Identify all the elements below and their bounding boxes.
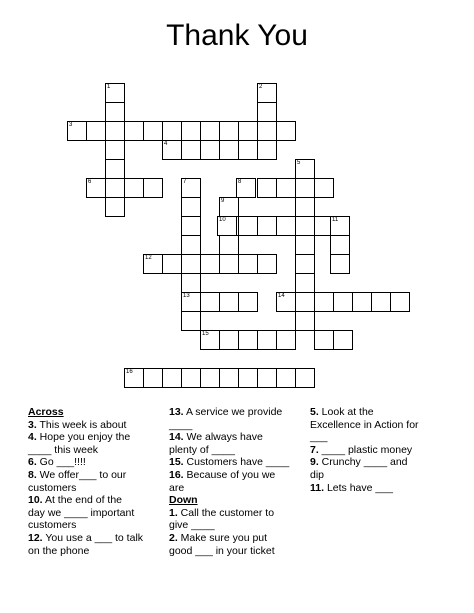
grid-cell[interactable]	[238, 292, 258, 312]
grid-cell[interactable]	[181, 254, 201, 274]
grid-cell[interactable]	[86, 121, 106, 141]
grid-cell[interactable]	[181, 235, 201, 255]
clue-number: 15	[202, 331, 209, 337]
grid-cell[interactable]	[238, 216, 258, 236]
clue-text: give ____	[169, 519, 215, 532]
clue-line	[169, 507, 307, 520]
clue-line	[169, 431, 307, 444]
grid-cell[interactable]	[124, 178, 144, 198]
grid-cell[interactable]	[105, 159, 125, 179]
grid-cell[interactable]	[105, 83, 125, 103]
clue-number-label: 2.	[169, 531, 178, 544]
grid-cell[interactable]	[276, 330, 296, 350]
clue-line	[28, 519, 163, 532]
clue-number-label: 9.	[310, 456, 319, 469]
clue-number-label: 4.	[28, 431, 37, 444]
clues-heading: Down	[169, 494, 198, 507]
grid-cell[interactable]	[200, 330, 220, 350]
grid-cell[interactable]	[257, 121, 277, 141]
grid-cell[interactable]	[200, 292, 220, 312]
clue-line	[28, 469, 163, 482]
grid-cell[interactable]	[200, 368, 220, 388]
clue-number-label: 6.	[28, 456, 37, 469]
grid-cell[interactable]	[371, 292, 391, 312]
clue-number-label: 8.	[28, 468, 37, 481]
clue-number: 2	[259, 84, 263, 90]
clue-text: Excellence in Action for	[310, 418, 419, 431]
grid-cell[interactable]	[143, 121, 163, 141]
grid-cell[interactable]	[295, 368, 315, 388]
clue-number: 7	[183, 179, 187, 185]
grid-cell[interactable]	[314, 292, 334, 312]
grid-cell[interactable]	[105, 121, 125, 141]
clue-number-label: 15.	[169, 456, 184, 469]
grid-cell[interactable]	[124, 121, 144, 141]
clues-column-1	[28, 406, 163, 557]
grid-cell[interactable]	[181, 178, 201, 198]
grid-cell[interactable]	[86, 178, 106, 198]
grid-cell[interactable]	[257, 368, 277, 388]
grid-cell[interactable]	[162, 368, 182, 388]
grid-cell[interactable]	[105, 140, 125, 160]
clue-line	[169, 456, 307, 469]
grid-cell[interactable]	[105, 102, 125, 122]
grid-cell[interactable]	[238, 121, 258, 141]
grid-cell[interactable]	[314, 178, 334, 198]
grid-cell[interactable]	[219, 140, 239, 160]
grid-cell[interactable]	[238, 140, 258, 160]
grid-cell[interactable]	[257, 254, 277, 274]
clue-text: good ___ in your ticket	[169, 544, 275, 557]
grid-cell[interactable]	[295, 311, 315, 331]
clue-text: At the end of the	[42, 494, 123, 507]
grid-cell[interactable]	[238, 368, 258, 388]
clue-number: 3	[69, 122, 73, 128]
clue-line	[310, 444, 455, 457]
clue-number: 4	[164, 141, 168, 147]
clue-line	[28, 431, 163, 444]
grid-cell[interactable]	[181, 292, 201, 312]
grid-cell[interactable]	[105, 197, 125, 217]
clue-number: 1	[107, 84, 111, 90]
clue-text: Crunchy ____ and	[318, 456, 408, 469]
clue-text: ____ plastic money	[318, 443, 413, 456]
grid-cell[interactable]	[314, 330, 334, 350]
grid-cell[interactable]	[257, 140, 277, 160]
clue-line	[169, 406, 307, 419]
clue-text: You use a ___ to talk	[42, 531, 144, 544]
clue-text: Customers have ____	[183, 456, 290, 469]
grid-cell[interactable]	[217, 216, 237, 236]
clue-number-label: 7.	[310, 443, 319, 456]
grid-cell[interactable]	[124, 368, 144, 388]
grid-cell[interactable]	[330, 235, 350, 255]
clue-number: 13	[183, 293, 190, 299]
clue-number-label: 12.	[28, 531, 43, 544]
grid-cell[interactable]	[143, 254, 163, 274]
clue-number-label: 3.	[28, 418, 37, 431]
clue-text: are	[169, 481, 185, 494]
clue-text: Look at the	[318, 406, 374, 418]
clue-number: 14	[278, 293, 285, 299]
grid-cell[interactable]	[200, 254, 220, 274]
grid-cell[interactable]	[390, 292, 410, 312]
clue-text: ___	[310, 431, 328, 444]
clues-heading: Across	[28, 406, 64, 418]
grid-cell[interactable]	[295, 178, 315, 198]
grid-cell[interactable]	[276, 292, 296, 312]
clue-line	[310, 456, 455, 469]
clue-text: day we ____ important	[28, 506, 135, 519]
clues-column-2	[169, 406, 307, 557]
grid-cell[interactable]	[333, 292, 353, 312]
clue-line	[28, 545, 163, 558]
grid-cell[interactable]	[181, 368, 201, 388]
grid-cell[interactable]	[276, 368, 296, 388]
grid-cell[interactable]	[181, 273, 201, 293]
clue-text: customers	[28, 481, 77, 494]
clue-text: We offer___ to our	[36, 468, 127, 481]
clue-line	[28, 494, 163, 507]
clue-text: on the phone	[28, 544, 90, 557]
grid-cell[interactable]	[295, 235, 315, 255]
grid-cell[interactable]	[238, 330, 258, 350]
grid-cell[interactable]	[257, 102, 277, 122]
clue-line	[28, 482, 163, 495]
grid-cell[interactable]	[257, 216, 277, 236]
grid-cell[interactable]	[295, 197, 315, 217]
clue-text: ____	[169, 418, 193, 431]
clue-line	[169, 469, 307, 482]
clue-text: Because of you we	[183, 468, 276, 481]
clue-line	[169, 482, 307, 495]
grid-cell[interactable]	[276, 178, 296, 198]
grid-cell[interactable]	[143, 178, 163, 198]
grid-cell[interactable]	[219, 254, 239, 274]
grid-cell[interactable]	[219, 197, 239, 217]
grid-cell[interactable]	[143, 368, 163, 388]
clue-line	[169, 532, 307, 545]
grid-cell[interactable]	[236, 178, 256, 198]
grid-cell[interactable]	[257, 178, 277, 198]
clue-text: Call the customer to	[177, 506, 275, 519]
grid-cell[interactable]	[219, 235, 239, 255]
clue-number-label: 16.	[169, 468, 184, 481]
clue-number: 9	[221, 198, 225, 204]
clue-text: Make sure you put	[177, 531, 268, 544]
grid-cell[interactable]	[352, 292, 372, 312]
grid-cell[interactable]	[181, 121, 201, 141]
grid-cell[interactable]	[333, 330, 353, 350]
grid-cell[interactable]	[330, 216, 350, 236]
clue-line	[310, 482, 455, 495]
clue-line	[169, 444, 307, 457]
clue-text: We always have	[183, 431, 263, 444]
grid-cell[interactable]	[257, 330, 277, 350]
grid-cell[interactable]	[276, 216, 296, 236]
grid-cell[interactable]	[162, 254, 182, 274]
grid-cell[interactable]	[200, 121, 220, 141]
clue-text: customers	[28, 519, 77, 532]
clue-number-label: 1.	[169, 506, 178, 519]
grid-cell[interactable]	[295, 292, 315, 312]
grid-cell[interactable]	[105, 178, 125, 198]
clue-number: 12	[145, 255, 152, 261]
clue-number-label: 14.	[169, 431, 184, 444]
grid-cell[interactable]	[219, 121, 239, 141]
grid-cell[interactable]	[295, 273, 315, 293]
grid-cell[interactable]	[181, 216, 201, 236]
clue-line	[169, 519, 307, 532]
clue-text: plenty of ____	[169, 443, 235, 456]
grid-cell[interactable]	[295, 216, 315, 236]
clue-text: ____ this week	[28, 443, 99, 456]
grid-cell[interactable]	[181, 311, 201, 331]
grid-cell[interactable]	[200, 140, 220, 160]
clue-line	[28, 532, 163, 545]
clue-text: A service we provide	[183, 406, 283, 418]
clue-number: 16	[126, 369, 133, 375]
clue-text: Lets have ___	[324, 481, 393, 494]
grid-cell[interactable]	[67, 121, 87, 141]
clue-number-label: 13.	[169, 406, 184, 418]
clue-line	[28, 456, 163, 469]
grid-cell[interactable]	[295, 254, 315, 274]
grid-cell[interactable]	[257, 83, 277, 103]
grid-cell[interactable]	[181, 140, 201, 160]
clue-text: This week is about	[36, 418, 127, 431]
grid-cell[interactable]	[219, 292, 239, 312]
grid-cell[interactable]	[162, 121, 182, 141]
clue-text: dip	[310, 468, 325, 481]
grid-cell[interactable]	[238, 254, 258, 274]
clue-number: 10	[219, 217, 226, 223]
clue-line	[310, 419, 455, 432]
clue-line	[28, 507, 163, 520]
grid-cell[interactable]	[181, 197, 201, 217]
clue-line	[28, 419, 163, 432]
clue-number: 5	[297, 160, 301, 166]
clue-line	[310, 431, 455, 444]
clue-text: Hope you enjoy the	[36, 431, 131, 444]
grid-cell[interactable]	[219, 330, 239, 350]
clues-column-3	[310, 406, 455, 494]
grid-cell[interactable]	[295, 159, 315, 179]
clue-line	[169, 545, 307, 558]
clue-number: 8	[238, 179, 242, 185]
puzzle-title: Thank You	[166, 19, 308, 52]
clue-line	[28, 444, 163, 457]
clue-line	[310, 469, 455, 482]
grid-cell[interactable]	[330, 254, 350, 274]
clue-line	[310, 406, 455, 419]
clue-number: 6	[88, 179, 92, 185]
grid-cell[interactable]	[162, 140, 182, 160]
clue-number-label: 5.	[310, 406, 319, 418]
grid-cell[interactable]	[219, 368, 239, 388]
clue-number-label: 11.	[310, 481, 325, 494]
grid-cell[interactable]	[276, 121, 296, 141]
clue-text: Go ___!!!!	[36, 456, 86, 469]
clue-number: 11	[332, 217, 339, 223]
clue-line	[169, 419, 307, 432]
clue-number-label: 10.	[28, 494, 43, 507]
